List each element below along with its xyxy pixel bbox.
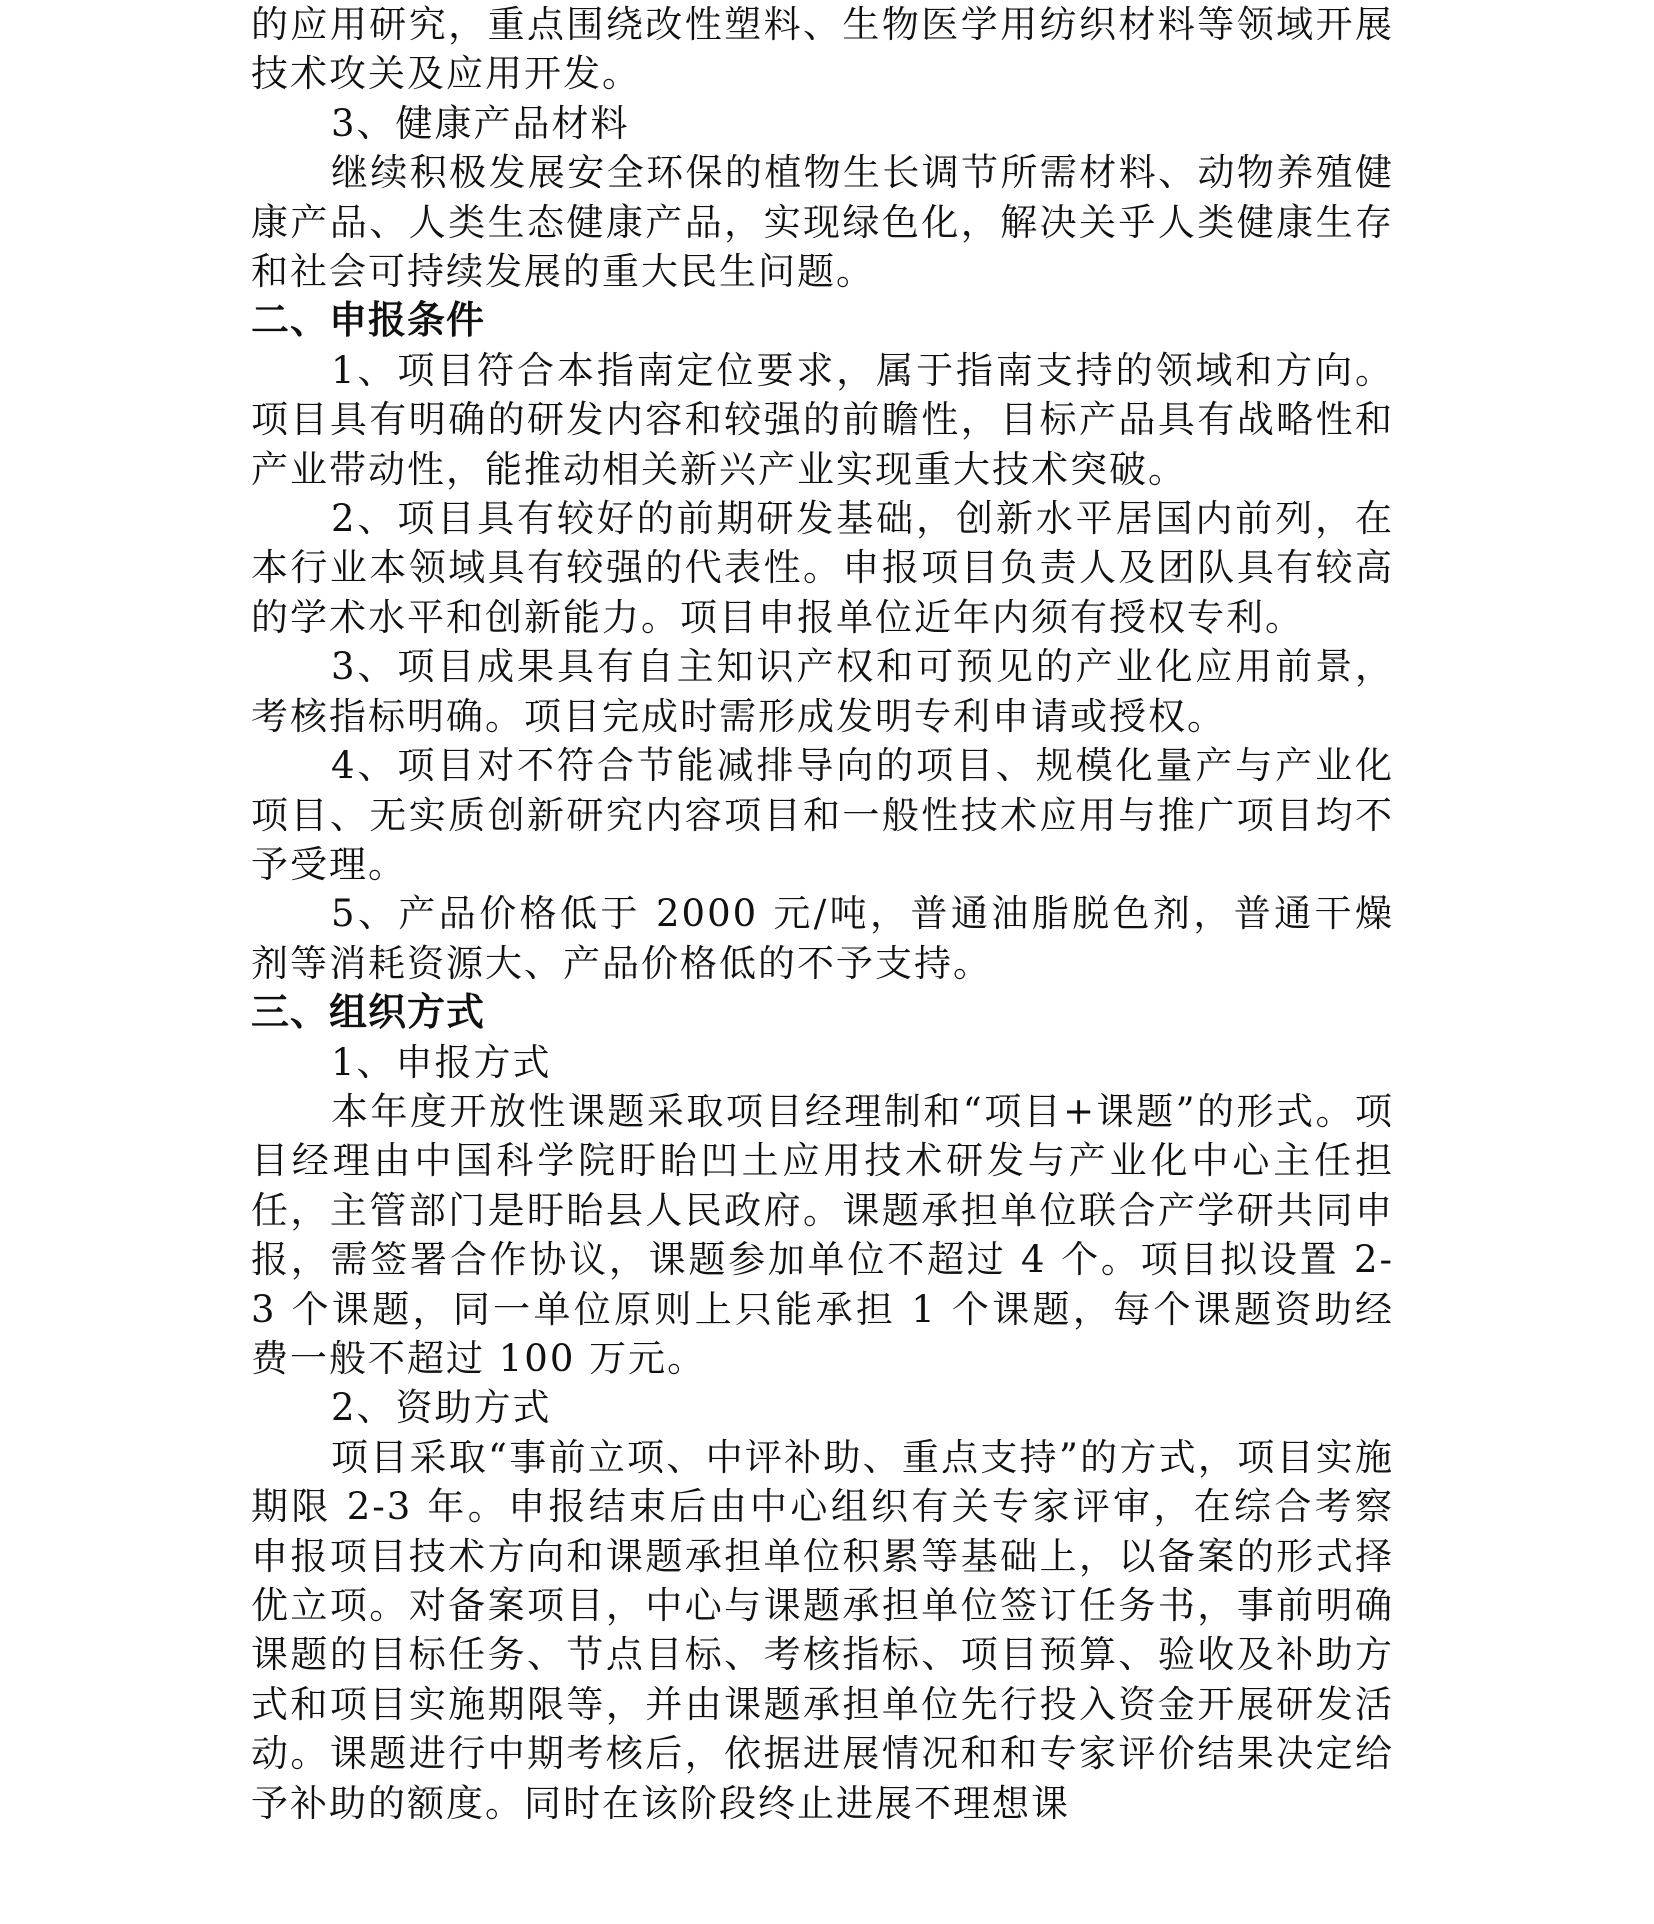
paragraph-continued-research: 的应用研究，重点围绕改性塑料、生物医学用纺织材料等领域开展技术攻关及应用开发。 (251, 3, 1394, 96)
paragraph-funding-method: 项目采取“事前立项、中评补助、重点支持”的方式，项目实施期限 2-3 年。申报结束后由中心组织有关专家评审，在综合考察申报项目技术方向和课题承担单位积累等基础上，以备案的形式择优立项。对备案项目，中心与课题承担单位签订任务书，事前明确课题的目标任务、节点目标、考核指标、项目预算、验收及补助方式和项目实施期限等，并由课题承担单位先行投入资金开展研发活动。课题进行中期考核后，依据进展情况和和专家评价结果决定给予补助的额度。同时在该阶段终止进展不理想课 (251, 1435, 1394, 1825)
subheading-application-method: 1、申报方式 (331, 1040, 552, 1084)
subheading-funding-method: 2、资助方式 (331, 1386, 552, 1430)
paragraph-health-materials: 继续积极发展安全环保的植物生长调节所需材料、动物养殖健康产品、人类生态健康产品，实现绿色化，解决关乎人类健康生存和社会可持续发展的重大民生问题。 (251, 151, 1394, 294)
section-heading-organization: 三、组织方式 (251, 990, 486, 1035)
document-page (251, 0, 1394, 1828)
section-heading-application-conditions: 二、申报条件 (251, 298, 486, 343)
paragraph-condition-1: 1、项目符合本指南定位要求，属于指南支持的领域和方向。项目具有明确的研发内容和较强的前瞻性，目标产品具有战略性和产业带动性，能推动相关新兴产业实现重大技术突破。 (251, 348, 1394, 491)
paragraph-condition-3: 3、项目成果具有自主知识产权和可预见的产业化应用前景，考核指标明确。项目完成时需形成发明专利申请或授权。 (251, 645, 1394, 738)
subheading-health-materials: 3、健康产品材料 (331, 101, 630, 145)
paragraph-condition-5: 5、产品价格低于 2000 元/吨，普通油脂脱色剂，普通干燥剂等消耗资源大、产品价格低的不予支持。 (251, 892, 1394, 985)
paragraph-application-method: 本年度开放性课题采取项目经理制和“项目+课题”的形式。项目经理由中国科学院盱眙凹土应用技术研发与产业化中心主任担任，主管部门是盱眙县人民政府。课题承担单位联合产学研共同申报，需签署合作协议，课题参加单位不超过 4 个。项目拟设置 2-3 个课题，同一单位原则上只能承担 1 个课题，每个课题资助经费一般不超过 100 万元。 (251, 1089, 1394, 1380)
paragraph-condition-2: 2、项目具有较好的前期研发基础，创新水平居国内前列，在本行业本领域具有较强的代表性。申报项目负责人及团队具有较高的学术水平和创新能力。项目申报单位近年内须有授权专利。 (251, 497, 1394, 639)
paragraph-condition-4: 4、项目对不符合节能减排导向的项目、规模化量产与产业化项目、无实质创新研究内容项目和一般性技术应用与推广项目均不予受理。 (251, 744, 1394, 886)
